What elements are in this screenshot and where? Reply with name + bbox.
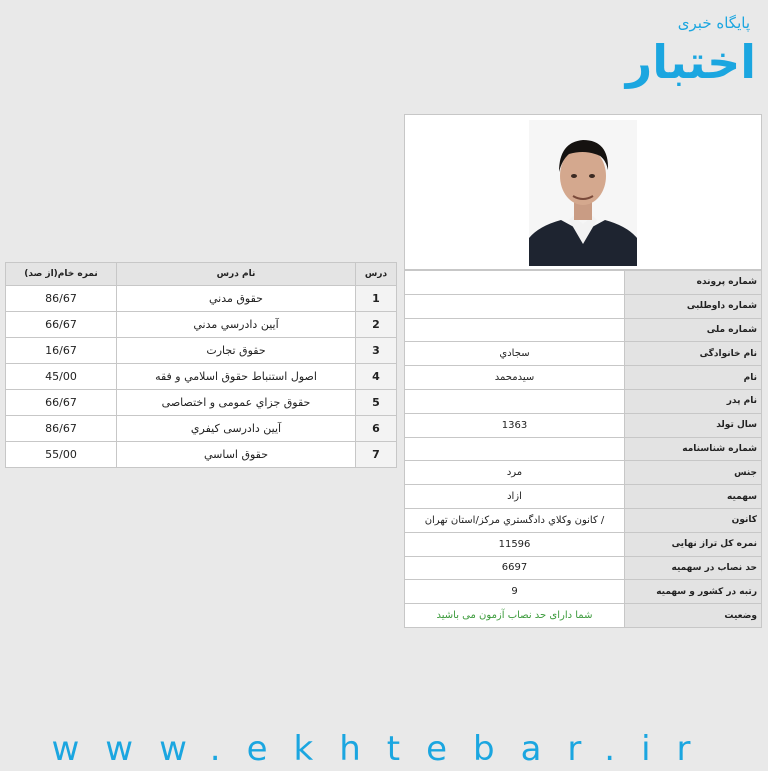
id-card-number-value bbox=[405, 437, 625, 461]
course-score: 86/67 bbox=[6, 416, 117, 442]
table-row bbox=[405, 556, 761, 580]
quota-threshold-label: حد نصاب در سهمیه bbox=[625, 556, 762, 580]
course-number: 3 bbox=[356, 338, 397, 364]
first-name-label: نام bbox=[625, 366, 762, 390]
course-number: 5 bbox=[356, 390, 397, 416]
file-number-value bbox=[405, 271, 625, 295]
quota-value: ازاد bbox=[405, 485, 625, 509]
course-scores-table bbox=[5, 262, 397, 468]
quota-label: سهمیه bbox=[625, 485, 762, 509]
gender-label: جنس bbox=[625, 461, 762, 485]
rank-value: 9 bbox=[405, 580, 625, 604]
table-row bbox=[405, 318, 761, 342]
header-raw-score: نمره خام(از صد) bbox=[6, 263, 117, 286]
course-name: حقوق جزاي عمومی و اختصاصی bbox=[117, 390, 356, 416]
bar-association-label: کانون bbox=[625, 508, 762, 532]
person-portrait-icon bbox=[529, 120, 637, 266]
bar-association-value: / کانون وکلاي دادگستري مرکز/استان تهران bbox=[405, 508, 625, 532]
candidate-profile-card bbox=[404, 114, 762, 628]
gender-value: مرد bbox=[405, 461, 625, 485]
quota-threshold-value: 6697 bbox=[405, 556, 625, 580]
father-name-label: نام پدر bbox=[625, 389, 762, 413]
table-row bbox=[405, 294, 761, 318]
table-row bbox=[405, 580, 761, 604]
file-number-label: شماره پرونده bbox=[625, 271, 762, 295]
brand-tagline: پایگاه خبری bbox=[677, 14, 750, 32]
final-score-label: نمره کل تراز نهایی bbox=[625, 532, 762, 556]
course-name: حقوق اساسي bbox=[117, 442, 356, 468]
table-row bbox=[405, 271, 761, 295]
course-name: اصول استنباط حقوق اسلامي و فقه bbox=[117, 364, 356, 390]
birth-year-label: سال تولد bbox=[625, 413, 762, 437]
status-value: شما دارای حد نصاب آزمون می باشید bbox=[405, 604, 625, 627]
course-score: 55/00 bbox=[6, 442, 117, 468]
course-number: 4 bbox=[356, 364, 397, 390]
table-row bbox=[405, 342, 761, 366]
table-row bbox=[405, 485, 761, 509]
table-row bbox=[405, 461, 761, 485]
course-name: آيين دادرسی کيفري bbox=[117, 416, 356, 442]
table-row bbox=[405, 389, 761, 413]
course-number: 7 bbox=[356, 442, 397, 468]
national-id-label: شماره ملی bbox=[625, 318, 762, 342]
table-row bbox=[6, 364, 397, 390]
header-course-number: درس bbox=[356, 263, 397, 286]
table-row bbox=[6, 286, 397, 312]
website-url: www.ekhtebar.ir bbox=[51, 729, 717, 769]
table-header-row bbox=[6, 263, 397, 286]
table-row bbox=[6, 312, 397, 338]
first-name-value: سیدمحمد bbox=[405, 366, 625, 390]
id-card-number-label: شماره شناسنامه bbox=[625, 437, 762, 461]
applicant-number-label: شماره داوطلبی bbox=[625, 294, 762, 318]
table-row bbox=[405, 532, 761, 556]
table-row bbox=[405, 437, 761, 461]
birth-year-value: 1363 bbox=[405, 413, 625, 437]
course-number: 2 bbox=[356, 312, 397, 338]
table-row bbox=[405, 508, 761, 532]
brand-logo bbox=[616, 12, 756, 96]
course-number: 1 bbox=[356, 286, 397, 312]
status-label: وضعیت bbox=[625, 604, 762, 627]
course-score: 16/67 bbox=[6, 338, 117, 364]
course-score: 66/67 bbox=[6, 390, 117, 416]
national-id-value bbox=[405, 318, 625, 342]
course-name: آيين دادرسي مدني bbox=[117, 312, 356, 338]
last-name-label: نام خانوادگی bbox=[625, 342, 762, 366]
course-score: 45/00 bbox=[6, 364, 117, 390]
final-score-value: 11596 bbox=[405, 532, 625, 556]
header-course-name: نام درس bbox=[117, 263, 356, 286]
course-name: حقوق تجارت bbox=[117, 338, 356, 364]
table-row bbox=[6, 442, 397, 468]
course-number: 6 bbox=[356, 416, 397, 442]
candidate-info-table bbox=[405, 270, 761, 627]
table-row bbox=[405, 604, 761, 627]
candidate-photo bbox=[529, 120, 637, 266]
applicant-number-value bbox=[405, 294, 625, 318]
table-row bbox=[6, 416, 397, 442]
course-score: 86/67 bbox=[6, 286, 117, 312]
rank-label: رتبه در کشور و سهمیه bbox=[625, 580, 762, 604]
table-row bbox=[6, 338, 397, 364]
photo-area bbox=[405, 115, 761, 270]
course-name: حقوق مدني bbox=[117, 286, 356, 312]
table-row bbox=[405, 366, 761, 390]
table-row bbox=[6, 390, 397, 416]
father-name-value bbox=[405, 389, 625, 413]
course-score: 66/67 bbox=[6, 312, 117, 338]
brand-name: اختبار bbox=[625, 35, 756, 89]
last-name-value: سجادي bbox=[405, 342, 625, 366]
table-row bbox=[405, 413, 761, 437]
